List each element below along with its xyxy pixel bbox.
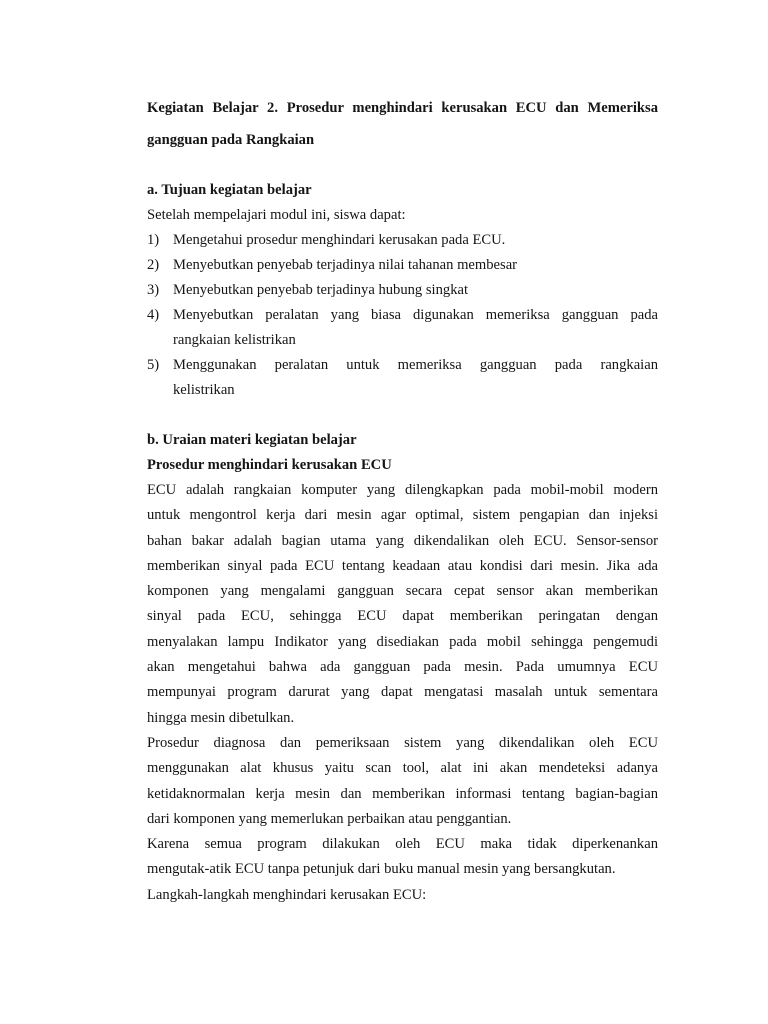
list-number: 5) (147, 357, 160, 373)
paragraph-3 (147, 832, 658, 883)
section-a-heading: a. Tujuan kegiatan belajar (147, 182, 312, 198)
list-text: rangkaian kelistrikan (173, 332, 296, 348)
list-item (147, 253, 658, 278)
spacer (147, 156, 658, 178)
list-text: Menyebutkan penyebab terjadinya nilai tahanan membesar (173, 257, 518, 273)
list-number: 1) (147, 232, 160, 248)
list-item (147, 353, 658, 403)
section-b-subheading: Prosedur menghindari kerusakan ECU (147, 457, 392, 473)
list-text: Menyebutkan penyebab terjadinya hubung singkat (173, 282, 469, 298)
paragraph-line: akan mengetahui bahwa ada gangguan pada mesin. Pada umumnya ECU (147, 659, 658, 676)
paragraph-line: sinyal pada ECU, sehingga ECU dapat memberikan peringatan dengan (147, 608, 658, 625)
closing-line: Langkah-langkah menghindari kerusakan ECU: (147, 886, 427, 903)
section-b-heading: b. Uraian materi kegiatan belajar (147, 432, 357, 448)
paragraph-line: bahan bakar adalah bagian utama yang dikendalikan oleh ECU. Sensor-sensor (147, 532, 658, 549)
section-a-intro: Setelah mempelajari modul ini, siswa dapat: (147, 207, 406, 223)
paragraph-2 (147, 731, 658, 832)
paragraph-line: mempunyai program darurat yang dapat mengatasi masalah untuk sementara (147, 684, 658, 701)
list-number: 3) (147, 282, 160, 298)
list-item (147, 278, 658, 303)
document-page (147, 92, 658, 908)
paragraph-line: hingga mesin dibetulkan. (147, 709, 295, 726)
paragraph-line: Prosedur diagnosa dan pemeriksaan sistem yang dikendalikan oleh ECU (147, 734, 658, 751)
list-text: Menyebutkan peralatan yang biasa digunakan memeriksa gangguan pada (173, 307, 658, 323)
paragraph-1 (147, 478, 658, 731)
paragraph-line: mengutak-atik ECU tanpa petunjuk dari buku manual mesin yang bersangkutan. (147, 861, 616, 878)
list-text: Menggunakan peralatan untuk memeriksa gangguan pada rangkaian (173, 357, 658, 373)
paragraph-line: memberikan sinyal pada ECU tentang keadaan atau kondisi dari mesin. Jika ada (147, 557, 658, 574)
paragraph-line: menggunakan alat khusus yaitu scan tool, alat ini akan mendeteksi adanya (147, 760, 658, 777)
list-item (147, 303, 658, 353)
paragraph-line: ketidaknormalan kerja mesin dan memberikan informasi tentang bagian-bagian (147, 785, 658, 802)
list-number: 2) (147, 257, 160, 273)
list-item (147, 228, 658, 253)
paragraph-line: Karena semua program dilakukan oleh ECU maka tidak diperkenankan (147, 836, 658, 853)
paragraph-line: ECU adalah rangkaian komputer yang dilengkapkan pada mobil-mobil modern (147, 482, 658, 498)
list-text: kelistrikan (173, 382, 235, 398)
paragraph-line: menyalakan lampu Indikator yang disediakan pada mobil sehingga pengemudi (147, 633, 658, 650)
list-number: 4) (147, 307, 160, 323)
list-text: Mengetahui prosedur menghindari kerusakan pada ECU. (173, 232, 506, 248)
title-line-1: Kegiatan Belajar 2. Prosedur menghindari kerusakan ECU dan Memeriksa (147, 100, 658, 116)
paragraph-line: dari komponen yang memerlukan perbaikan atau penggantian. (147, 810, 512, 827)
title-line-2: gangguan pada Rangkaian (147, 132, 315, 148)
paragraph-line: untuk mengontrol kerja dari mesin agar optimal, sistem pengapian dan injeksi (147, 507, 658, 524)
spacer (147, 403, 658, 428)
paragraph-line: komponen yang mengalami gangguan secara cepat sensor akan memberikan (147, 583, 658, 600)
